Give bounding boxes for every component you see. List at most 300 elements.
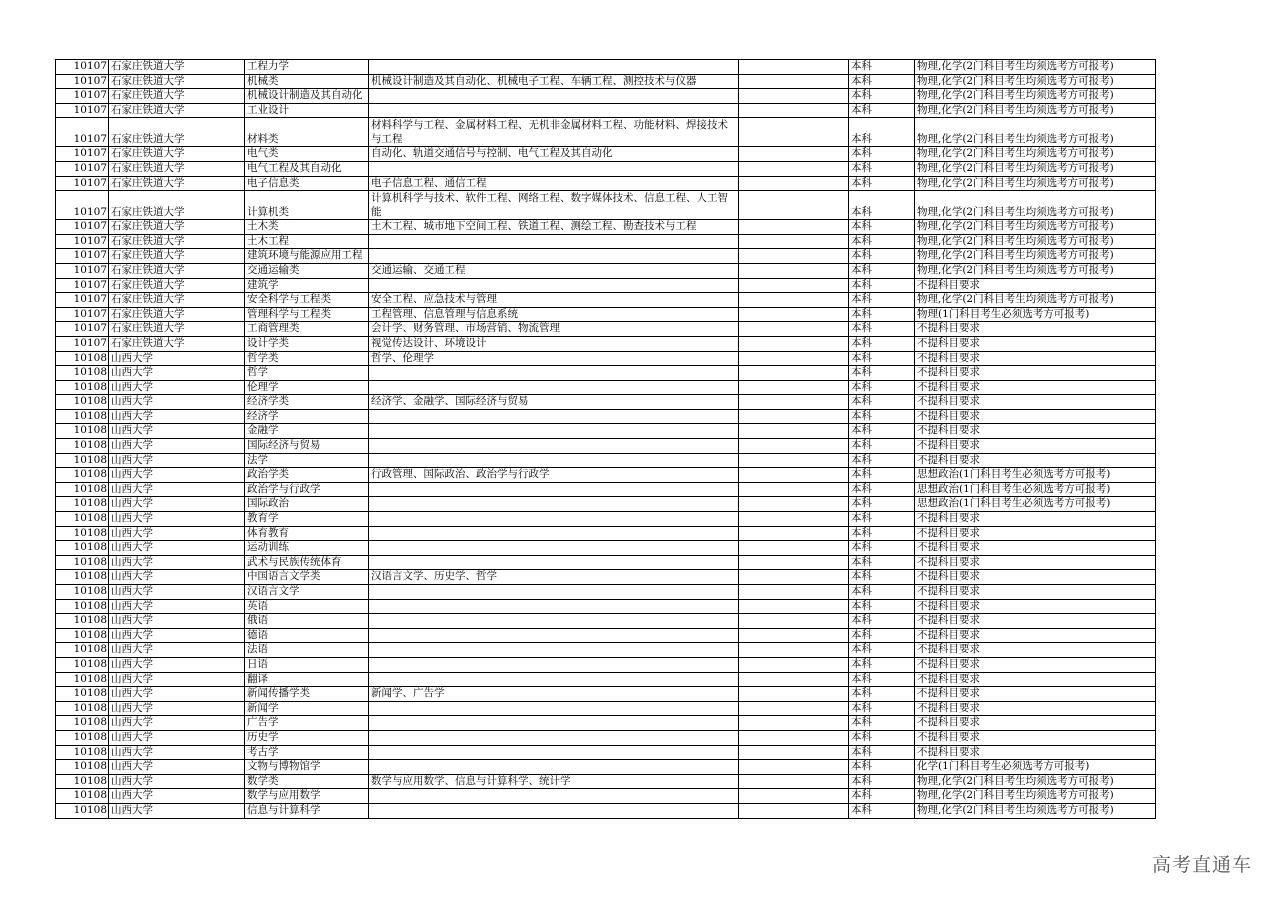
subject-requirement-cell: 物理,化学(2门科目考生均须选考方可报考) bbox=[915, 147, 1156, 162]
level-cell: 本科 bbox=[849, 497, 915, 512]
school-name-cell: 山西大学 bbox=[109, 570, 245, 585]
level-cell: 本科 bbox=[849, 409, 915, 424]
school-name-cell: 山西大学 bbox=[109, 497, 245, 512]
school-name-cell: 石家庄铁道大学 bbox=[109, 307, 245, 322]
level-cell: 本科 bbox=[849, 220, 915, 235]
school-name-cell: 石家庄铁道大学 bbox=[109, 103, 245, 118]
school-name-cell: 山西大学 bbox=[109, 453, 245, 468]
level-cell: 本科 bbox=[849, 628, 915, 643]
blank-cell bbox=[739, 570, 849, 585]
table-row bbox=[56, 322, 1156, 337]
level-cell: 本科 bbox=[849, 322, 915, 337]
school-name-cell: 石家庄铁道大学 bbox=[109, 249, 245, 264]
major-cell: 哲学 bbox=[245, 366, 369, 381]
major-cell: 文物与博物馆学 bbox=[245, 760, 369, 775]
school-code-cell: 10108 bbox=[56, 541, 109, 556]
table-row bbox=[56, 512, 1156, 527]
level-cell: 本科 bbox=[849, 512, 915, 527]
school-name-cell: 石家庄铁道大学 bbox=[109, 118, 245, 147]
blank-cell bbox=[739, 760, 849, 775]
level-cell: 本科 bbox=[849, 643, 915, 658]
school-code-cell: 10108 bbox=[56, 774, 109, 789]
blank-cell bbox=[739, 730, 849, 745]
school-code-cell: 10108 bbox=[56, 482, 109, 497]
included-majors-cell bbox=[369, 439, 739, 454]
major-cell: 机械类 bbox=[245, 74, 369, 89]
subject-requirement-cell: 物理,化学(2门科目考生均须选考方可报考) bbox=[915, 176, 1156, 191]
blank-cell bbox=[739, 628, 849, 643]
table-row bbox=[56, 147, 1156, 162]
subject-requirement-cell: 不提科目要求 bbox=[915, 701, 1156, 716]
table-row bbox=[56, 176, 1156, 191]
major-cell: 数学类 bbox=[245, 774, 369, 789]
blank-cell bbox=[739, 555, 849, 570]
included-majors-cell: 视觉传达设计、环境设计 bbox=[369, 336, 739, 351]
school-code-cell: 10108 bbox=[56, 380, 109, 395]
school-code-cell: 10108 bbox=[56, 716, 109, 731]
subject-requirement-cell: 不提科目要求 bbox=[915, 380, 1156, 395]
level-cell: 本科 bbox=[849, 730, 915, 745]
school-name-cell: 山西大学 bbox=[109, 409, 245, 424]
major-cell: 国际政治 bbox=[245, 497, 369, 512]
blank-cell bbox=[739, 74, 849, 89]
level-cell: 本科 bbox=[849, 482, 915, 497]
subject-requirement-cell: 不提科目要求 bbox=[915, 424, 1156, 439]
level-cell: 本科 bbox=[849, 118, 915, 147]
included-majors-cell bbox=[369, 103, 739, 118]
table-row bbox=[56, 614, 1156, 629]
major-cell: 政治学类 bbox=[245, 468, 369, 483]
included-majors-cell bbox=[369, 701, 739, 716]
subject-requirement-cell: 不提科目要求 bbox=[915, 585, 1156, 600]
school-name-cell: 山西大学 bbox=[109, 482, 245, 497]
school-code-cell: 10108 bbox=[56, 366, 109, 381]
school-code-cell: 10108 bbox=[56, 628, 109, 643]
blank-cell bbox=[739, 293, 849, 308]
major-cell: 新闻传播学类 bbox=[245, 687, 369, 702]
major-cell: 英语 bbox=[245, 599, 369, 614]
table-row bbox=[56, 497, 1156, 512]
school-name-cell: 石家庄铁道大学 bbox=[109, 322, 245, 337]
major-cell: 计算机类 bbox=[245, 191, 369, 220]
school-name-cell: 石家庄铁道大学 bbox=[109, 161, 245, 176]
school-code-cell: 10107 bbox=[56, 103, 109, 118]
included-majors-cell bbox=[369, 643, 739, 658]
school-code-cell: 10108 bbox=[56, 439, 109, 454]
table-row bbox=[56, 730, 1156, 745]
level-cell: 本科 bbox=[849, 687, 915, 702]
major-cell: 哲学类 bbox=[245, 351, 369, 366]
major-cell: 电气工程及其自动化 bbox=[245, 161, 369, 176]
included-majors-cell: 经济学、金融学、国际经济与贸易 bbox=[369, 395, 739, 410]
major-cell: 考古学 bbox=[245, 745, 369, 760]
table-row bbox=[56, 672, 1156, 687]
blank-cell bbox=[739, 424, 849, 439]
school-name-cell: 山西大学 bbox=[109, 512, 245, 527]
subject-requirement-cell: 不提科目要求 bbox=[915, 278, 1156, 293]
included-majors-cell bbox=[369, 366, 739, 381]
blank-cell bbox=[739, 599, 849, 614]
school-code-cell: 10108 bbox=[56, 555, 109, 570]
school-code-cell: 10108 bbox=[56, 672, 109, 687]
subject-requirement-cell: 不提科目要求 bbox=[915, 672, 1156, 687]
blank-cell bbox=[739, 482, 849, 497]
school-code-cell: 10107 bbox=[56, 118, 109, 147]
subject-requirement-cell: 不提科目要求 bbox=[915, 322, 1156, 337]
level-cell: 本科 bbox=[849, 176, 915, 191]
school-code-cell: 10107 bbox=[56, 191, 109, 220]
school-name-cell: 石家庄铁道大学 bbox=[109, 234, 245, 249]
school-code-cell: 10108 bbox=[56, 468, 109, 483]
included-majors-cell bbox=[369, 730, 739, 745]
blank-cell bbox=[739, 687, 849, 702]
subject-requirement-cell: 不提科目要求 bbox=[915, 570, 1156, 585]
blank-cell bbox=[739, 716, 849, 731]
table-row bbox=[56, 220, 1156, 235]
included-majors-cell bbox=[369, 789, 739, 804]
blank-cell bbox=[739, 657, 849, 672]
school-code-cell: 10107 bbox=[56, 278, 109, 293]
included-majors-cell bbox=[369, 424, 739, 439]
included-majors-cell bbox=[369, 803, 739, 818]
school-code-cell: 10107 bbox=[56, 220, 109, 235]
blank-cell bbox=[739, 322, 849, 337]
school-name-cell: 山西大学 bbox=[109, 424, 245, 439]
major-cell: 工业设计 bbox=[245, 103, 369, 118]
school-code-cell: 10108 bbox=[56, 526, 109, 541]
table-row bbox=[56, 439, 1156, 454]
level-cell: 本科 bbox=[849, 760, 915, 775]
subject-requirement-cell: 不提科目要求 bbox=[915, 541, 1156, 556]
school-name-cell: 山西大学 bbox=[109, 599, 245, 614]
major-cell: 政治学与行政学 bbox=[245, 482, 369, 497]
subject-requirement-cell: 物理,化学(2门科目考生均须选考方可报考) bbox=[915, 789, 1156, 804]
table-row bbox=[56, 395, 1156, 410]
school-name-cell: 山西大学 bbox=[109, 468, 245, 483]
school-code-cell: 10108 bbox=[56, 614, 109, 629]
blank-cell bbox=[739, 453, 849, 468]
subject-requirement-cell: 物理,化学(2门科目考生均须选考方可报考) bbox=[915, 89, 1156, 104]
level-cell: 本科 bbox=[849, 161, 915, 176]
school-code-cell: 10108 bbox=[56, 760, 109, 775]
table-row bbox=[56, 351, 1156, 366]
level-cell: 本科 bbox=[849, 541, 915, 556]
table-row bbox=[56, 585, 1156, 600]
school-code-cell: 10107 bbox=[56, 249, 109, 264]
blank-cell bbox=[739, 585, 849, 600]
school-name-cell: 山西大学 bbox=[109, 614, 245, 629]
school-code-cell: 10108 bbox=[56, 512, 109, 527]
included-majors-cell bbox=[369, 745, 739, 760]
blank-cell bbox=[739, 336, 849, 351]
school-name-cell: 山西大学 bbox=[109, 760, 245, 775]
level-cell: 本科 bbox=[849, 570, 915, 585]
major-cell: 德语 bbox=[245, 628, 369, 643]
blank-cell bbox=[739, 161, 849, 176]
table-row bbox=[56, 89, 1156, 104]
included-majors-cell bbox=[369, 89, 739, 104]
school-code-cell: 10107 bbox=[56, 60, 109, 75]
school-code-cell: 10108 bbox=[56, 585, 109, 600]
included-majors-cell bbox=[369, 526, 739, 541]
table-row bbox=[56, 526, 1156, 541]
subject-requirement-cell: 不提科目要求 bbox=[915, 555, 1156, 570]
major-cell: 交通运输类 bbox=[245, 263, 369, 278]
table-row bbox=[56, 774, 1156, 789]
table-row bbox=[56, 234, 1156, 249]
school-code-cell: 10108 bbox=[56, 730, 109, 745]
included-majors-cell: 材料科学与工程、金属材料工程、无机非金属材料工程、功能材料、焊接技术与工程 bbox=[369, 118, 739, 147]
school-code-cell: 10108 bbox=[56, 643, 109, 658]
school-name-cell: 石家庄铁道大学 bbox=[109, 89, 245, 104]
blank-cell bbox=[739, 103, 849, 118]
subject-requirement-cell: 不提科目要求 bbox=[915, 628, 1156, 643]
subject-requirement-cell: 不提科目要求 bbox=[915, 395, 1156, 410]
school-code-cell: 10108 bbox=[56, 453, 109, 468]
level-cell: 本科 bbox=[849, 745, 915, 760]
table-row bbox=[56, 541, 1156, 556]
subject-requirement-cell: 思想政治(1门科目考生必须选考方可报考) bbox=[915, 468, 1156, 483]
included-majors-cell bbox=[369, 657, 739, 672]
major-cell: 信息与计算科学 bbox=[245, 803, 369, 818]
included-majors-cell: 自动化、轨道交通信号与控制、电气工程及其自动化 bbox=[369, 147, 739, 162]
subject-requirement-cell: 不提科目要求 bbox=[915, 439, 1156, 454]
major-cell: 材料类 bbox=[245, 118, 369, 147]
included-majors-cell: 行政管理、国际政治、政治学与行政学 bbox=[369, 468, 739, 483]
table-row bbox=[56, 570, 1156, 585]
level-cell: 本科 bbox=[849, 263, 915, 278]
school-code-cell: 10108 bbox=[56, 409, 109, 424]
blank-cell bbox=[739, 672, 849, 687]
subject-requirement-cell: 不提科目要求 bbox=[915, 745, 1156, 760]
subject-requirement-cell: 不提科目要求 bbox=[915, 687, 1156, 702]
level-cell: 本科 bbox=[849, 453, 915, 468]
subject-requirement-cell: 不提科目要求 bbox=[915, 599, 1156, 614]
school-code-cell: 10108 bbox=[56, 351, 109, 366]
blank-cell bbox=[739, 89, 849, 104]
included-majors-cell: 哲学、伦理学 bbox=[369, 351, 739, 366]
level-cell: 本科 bbox=[849, 351, 915, 366]
school-code-cell: 10107 bbox=[56, 89, 109, 104]
school-name-cell: 山西大学 bbox=[109, 351, 245, 366]
school-code-cell: 10108 bbox=[56, 701, 109, 716]
subject-requirement-cell: 不提科目要求 bbox=[915, 643, 1156, 658]
level-cell: 本科 bbox=[849, 336, 915, 351]
table-row bbox=[56, 643, 1156, 658]
school-code-cell: 10107 bbox=[56, 263, 109, 278]
included-majors-cell bbox=[369, 278, 739, 293]
school-name-cell: 石家庄铁道大学 bbox=[109, 293, 245, 308]
level-cell: 本科 bbox=[849, 774, 915, 789]
table-row bbox=[56, 716, 1156, 731]
included-majors-cell bbox=[369, 716, 739, 731]
school-code-cell: 10108 bbox=[56, 745, 109, 760]
major-cell: 国际经济与贸易 bbox=[245, 439, 369, 454]
subject-requirement-cell: 物理(1门科目考生必须选考方可报考) bbox=[915, 307, 1156, 322]
included-majors-cell bbox=[369, 760, 739, 775]
table-row bbox=[56, 249, 1156, 264]
table-row bbox=[56, 482, 1156, 497]
school-name-cell: 山西大学 bbox=[109, 366, 245, 381]
blank-cell bbox=[739, 118, 849, 147]
included-majors-cell bbox=[369, 249, 739, 264]
school-code-cell: 10108 bbox=[56, 657, 109, 672]
major-cell: 经济学 bbox=[245, 409, 369, 424]
major-cell: 建筑学 bbox=[245, 278, 369, 293]
major-cell: 体育教育 bbox=[245, 526, 369, 541]
level-cell: 本科 bbox=[849, 191, 915, 220]
table-row bbox=[56, 366, 1156, 381]
subject-requirement-cell: 思想政治(1门科目考生必须选考方可报考) bbox=[915, 497, 1156, 512]
admission-requirements-table bbox=[55, 59, 1156, 819]
school-code-cell: 10107 bbox=[56, 293, 109, 308]
school-code-cell: 10107 bbox=[56, 234, 109, 249]
major-cell: 武术与民族传统体育 bbox=[245, 555, 369, 570]
level-cell: 本科 bbox=[849, 89, 915, 104]
included-majors-cell: 数学与应用数学、信息与计算科学、统计学 bbox=[369, 774, 739, 789]
table-row bbox=[56, 745, 1156, 760]
school-name-cell: 山西大学 bbox=[109, 774, 245, 789]
subject-requirement-cell: 不提科目要求 bbox=[915, 614, 1156, 629]
major-cell: 土木类 bbox=[245, 220, 369, 235]
school-name-cell: 山西大学 bbox=[109, 643, 245, 658]
school-name-cell: 山西大学 bbox=[109, 380, 245, 395]
school-name-cell: 石家庄铁道大学 bbox=[109, 74, 245, 89]
subject-requirement-cell: 不提科目要求 bbox=[915, 730, 1156, 745]
school-name-cell: 山西大学 bbox=[109, 395, 245, 410]
subject-requirement-cell: 物理,化学(2门科目考生均须选考方可报考) bbox=[915, 263, 1156, 278]
school-code-cell: 10108 bbox=[56, 424, 109, 439]
school-name-cell: 山西大学 bbox=[109, 541, 245, 556]
major-cell: 教育学 bbox=[245, 512, 369, 527]
blank-cell bbox=[739, 701, 849, 716]
school-name-cell: 山西大学 bbox=[109, 730, 245, 745]
level-cell: 本科 bbox=[849, 103, 915, 118]
school-name-cell: 山西大学 bbox=[109, 803, 245, 818]
level-cell: 本科 bbox=[849, 234, 915, 249]
included-majors-cell bbox=[369, 161, 739, 176]
school-name-cell: 石家庄铁道大学 bbox=[109, 278, 245, 293]
subject-requirement-cell: 不提科目要求 bbox=[915, 351, 1156, 366]
included-majors-cell bbox=[369, 599, 739, 614]
school-name-cell: 山西大学 bbox=[109, 555, 245, 570]
major-cell: 汉语言文学 bbox=[245, 585, 369, 600]
school-code-cell: 10108 bbox=[56, 599, 109, 614]
major-cell: 金融学 bbox=[245, 424, 369, 439]
table-row bbox=[56, 307, 1156, 322]
blank-cell bbox=[739, 395, 849, 410]
school-code-cell: 10108 bbox=[56, 789, 109, 804]
subject-requirement-cell: 物理,化学(2门科目考生均须选考方可报考) bbox=[915, 234, 1156, 249]
level-cell: 本科 bbox=[849, 789, 915, 804]
major-cell: 土木工程 bbox=[245, 234, 369, 249]
school-name-cell: 山西大学 bbox=[109, 716, 245, 731]
major-cell: 数学与应用数学 bbox=[245, 789, 369, 804]
school-name-cell: 山西大学 bbox=[109, 657, 245, 672]
table-body bbox=[56, 60, 1156, 819]
level-cell: 本科 bbox=[849, 585, 915, 600]
table-row bbox=[56, 263, 1156, 278]
blank-cell bbox=[739, 249, 849, 264]
level-cell: 本科 bbox=[849, 424, 915, 439]
subject-requirement-cell: 不提科目要求 bbox=[915, 716, 1156, 731]
school-code-cell: 10107 bbox=[56, 322, 109, 337]
subject-requirement-cell: 物理,化学(2门科目考生均须选考方可报考) bbox=[915, 74, 1156, 89]
school-code-cell: 10107 bbox=[56, 307, 109, 322]
included-majors-cell: 汉语言文学、历史学、哲学 bbox=[369, 570, 739, 585]
blank-cell bbox=[739, 263, 849, 278]
subject-requirement-cell: 不提科目要求 bbox=[915, 366, 1156, 381]
school-name-cell: 石家庄铁道大学 bbox=[109, 176, 245, 191]
table-row bbox=[56, 424, 1156, 439]
included-majors-cell: 会计学、财务管理、市场营销、物流管理 bbox=[369, 322, 739, 337]
school-code-cell: 10107 bbox=[56, 161, 109, 176]
blank-cell bbox=[739, 774, 849, 789]
major-cell: 管理科学与工程类 bbox=[245, 307, 369, 322]
blank-cell bbox=[739, 380, 849, 395]
blank-cell bbox=[739, 234, 849, 249]
subject-requirement-cell: 不提科目要求 bbox=[915, 526, 1156, 541]
level-cell: 本科 bbox=[849, 395, 915, 410]
blank-cell bbox=[739, 191, 849, 220]
major-cell: 历史学 bbox=[245, 730, 369, 745]
table-row bbox=[56, 118, 1156, 147]
table-row bbox=[56, 628, 1156, 643]
school-code-cell: 10108 bbox=[56, 803, 109, 818]
major-cell: 设计学类 bbox=[245, 336, 369, 351]
included-majors-cell: 交通运输、交通工程 bbox=[369, 263, 739, 278]
included-majors-cell bbox=[369, 585, 739, 600]
school-code-cell: 10108 bbox=[56, 687, 109, 702]
blank-cell bbox=[739, 512, 849, 527]
table-row bbox=[56, 103, 1156, 118]
level-cell: 本科 bbox=[849, 249, 915, 264]
included-majors-cell bbox=[369, 409, 739, 424]
included-majors-cell bbox=[369, 555, 739, 570]
level-cell: 本科 bbox=[849, 599, 915, 614]
subject-requirement-cell: 化学(1门科目考生必须选考方可报考) bbox=[915, 760, 1156, 775]
school-name-cell: 山西大学 bbox=[109, 789, 245, 804]
included-majors-cell bbox=[369, 512, 739, 527]
table-row bbox=[56, 657, 1156, 672]
table-row bbox=[56, 599, 1156, 614]
table-row bbox=[56, 760, 1156, 775]
major-cell: 新闻学 bbox=[245, 701, 369, 716]
level-cell: 本科 bbox=[849, 380, 915, 395]
level-cell: 本科 bbox=[849, 716, 915, 731]
subject-requirement-cell: 物理,化学(2门科目考生均须选考方可报考) bbox=[915, 191, 1156, 220]
blank-cell bbox=[739, 643, 849, 658]
subject-requirement-cell: 物理,化学(2门科目考生均须选考方可报考) bbox=[915, 60, 1156, 75]
school-code-cell: 10108 bbox=[56, 497, 109, 512]
school-name-cell: 山西大学 bbox=[109, 628, 245, 643]
major-cell: 伦理学 bbox=[245, 380, 369, 395]
table-row bbox=[56, 789, 1156, 804]
major-cell: 经济学类 bbox=[245, 395, 369, 410]
major-cell: 俄语 bbox=[245, 614, 369, 629]
major-cell: 翻译 bbox=[245, 672, 369, 687]
subject-requirement-cell: 物理,化学(2门科目考生均须选考方可报考) bbox=[915, 103, 1156, 118]
blank-cell bbox=[739, 541, 849, 556]
school-code-cell: 10107 bbox=[56, 74, 109, 89]
school-name-cell: 山西大学 bbox=[109, 585, 245, 600]
table-row bbox=[56, 468, 1156, 483]
level-cell: 本科 bbox=[849, 555, 915, 570]
school-name-cell: 石家庄铁道大学 bbox=[109, 336, 245, 351]
blank-cell bbox=[739, 307, 849, 322]
major-cell: 工商管理类 bbox=[245, 322, 369, 337]
school-code-cell: 10108 bbox=[56, 395, 109, 410]
